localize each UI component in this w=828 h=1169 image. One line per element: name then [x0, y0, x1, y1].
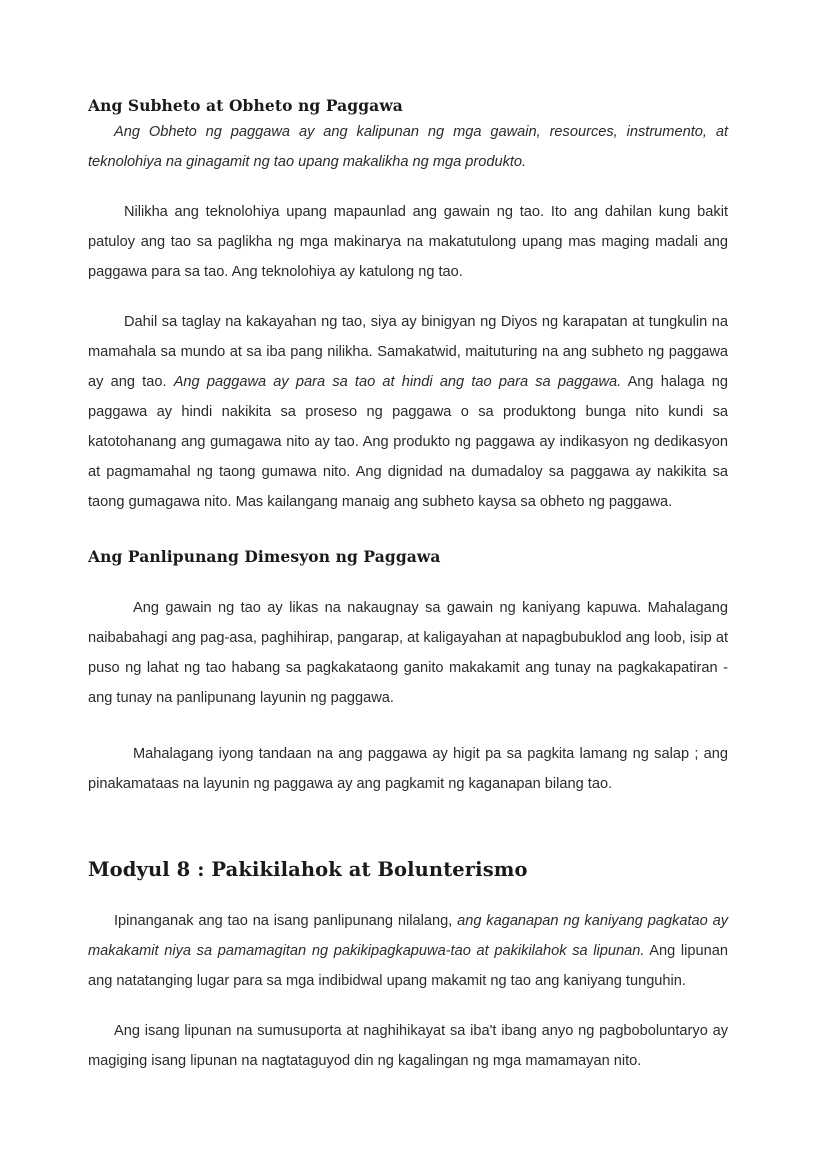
spacer: [88, 713, 728, 739]
run-text-plain-b: Ang halaga ng paggawa ay hindi nakikita sa proseso ng paggawa o sa produktong bunga nito kundi sa katotohanang ang gumagawa nito ay tao. Ang produkto ng paggawa ay indikasyon ng dedikasyon at pagmamahal ng taong gumawa nito. Ang dignidad na dumadaloy sa paggawa ay nakikita sa taong gumagawa nito. Mas kailangang manaig ang subheto kaysa sa obheto ng paggawa.: [88, 374, 728, 511]
paragraph-pagboboluntaryo: Ang isang lipunan na sumusuporta at naghihikayat sa iba't ibang anyo ng pagboboluntaryo ay magiging isang lipunan na nagtataguyod din ng kagalingan ng mga mamamayan nito.: [88, 1023, 728, 1070]
run-text-plain-d: Ang lipunan ang natatanging lugar para sa mga indibidwal upang makamit ng tao ang kaniyang tunguhin.: [88, 943, 729, 990]
spacer: [88, 517, 728, 547]
paragraph-layunin-paggawa: Mahalagang iyong tandaan na ang paggawa ay higit pa sa pagkita lamang ng salap ; ang pinakamataas na layunin ng paggawa ay ang pagkamit ng kaganapan bilang tao.: [88, 745, 728, 792]
paragraph-panlipunang-nilalang: [88, 906, 728, 996]
document-content: [88, 96, 728, 1076]
run-text-plain-a: Dahil sa taglay na kakayahan ng tao, siya ay binigyan ng Diyos ng karapatan at tungkulin na mamahala sa mundo at sa iba pang nilikha. Samakatwid, maituturing na ang subheto ng paggawa ay ang tao.: [88, 314, 728, 391]
run-text-italic-b: ang kaganapan ng kaniyang pagkatao ay makakamit niya sa pamamagitan ng pakikipagkapuwa-tao at pakikilahok sa lipunan.: [88, 913, 729, 960]
spacer: [88, 567, 728, 593]
spacer: [88, 996, 728, 1016]
run-text-plain-c: Ipinanganak ang tao na isang panlipunang nilalang,: [114, 913, 458, 930]
spacer: [88, 177, 728, 197]
section-heading-subheto: Ang Subheto at Obheto ng Paggawa: [88, 96, 403, 115]
module-heading-modyul-8: Modyul 8 : Pakikilahok at Bolunterismo: [88, 857, 528, 881]
paragraph-gawain-kapuwa: Ang gawain ng tao ay likas na nakaugnay sa gawain ng kaniyang kapuwa. Mahalagang naibabahagi ang pag-asa, paghihirap, pangarap, at kaligayahan at napagbubuklod ang loob, isip at puso ng lahat ng tao habang sa pagkakataong ganito makakamit ang tunay na pagkakapatiran - ang tunay na panlipunang layunin ng paggawa.: [88, 599, 728, 706]
paragraph-teknolohiya: Nilikha ang teknolohiya upang mapaunlad ang gawain ng tao. Ito ang dahilan kung bakit patuloy ang tao sa paglikha ng mga makinarya na makatutulong upang mas maging madali ang paggawa para sa tao. Ang teknolohiya ay katulong ng tao.: [88, 204, 728, 281]
spacer: [88, 882, 728, 906]
spacer: [88, 799, 728, 857]
paragraph-subheto-tao: [88, 307, 728, 517]
section-heading-panlipunang-dimesyon: Ang Panlipunang Dimesyon ng Paggawa: [88, 547, 441, 567]
paragraph-obheto-definition: Ang Obheto ng paggawa ay ang kalipunan ng mga gawain, resources, instrumento, at teknolohiya na ginagamit ng tao upang makalikha ng mga produkto.: [88, 124, 728, 171]
spacer: [88, 287, 728, 307]
run-text-italic-a: Ang paggawa ay para sa tao at hindi ang tao para sa paggawa.: [173, 374, 622, 391]
